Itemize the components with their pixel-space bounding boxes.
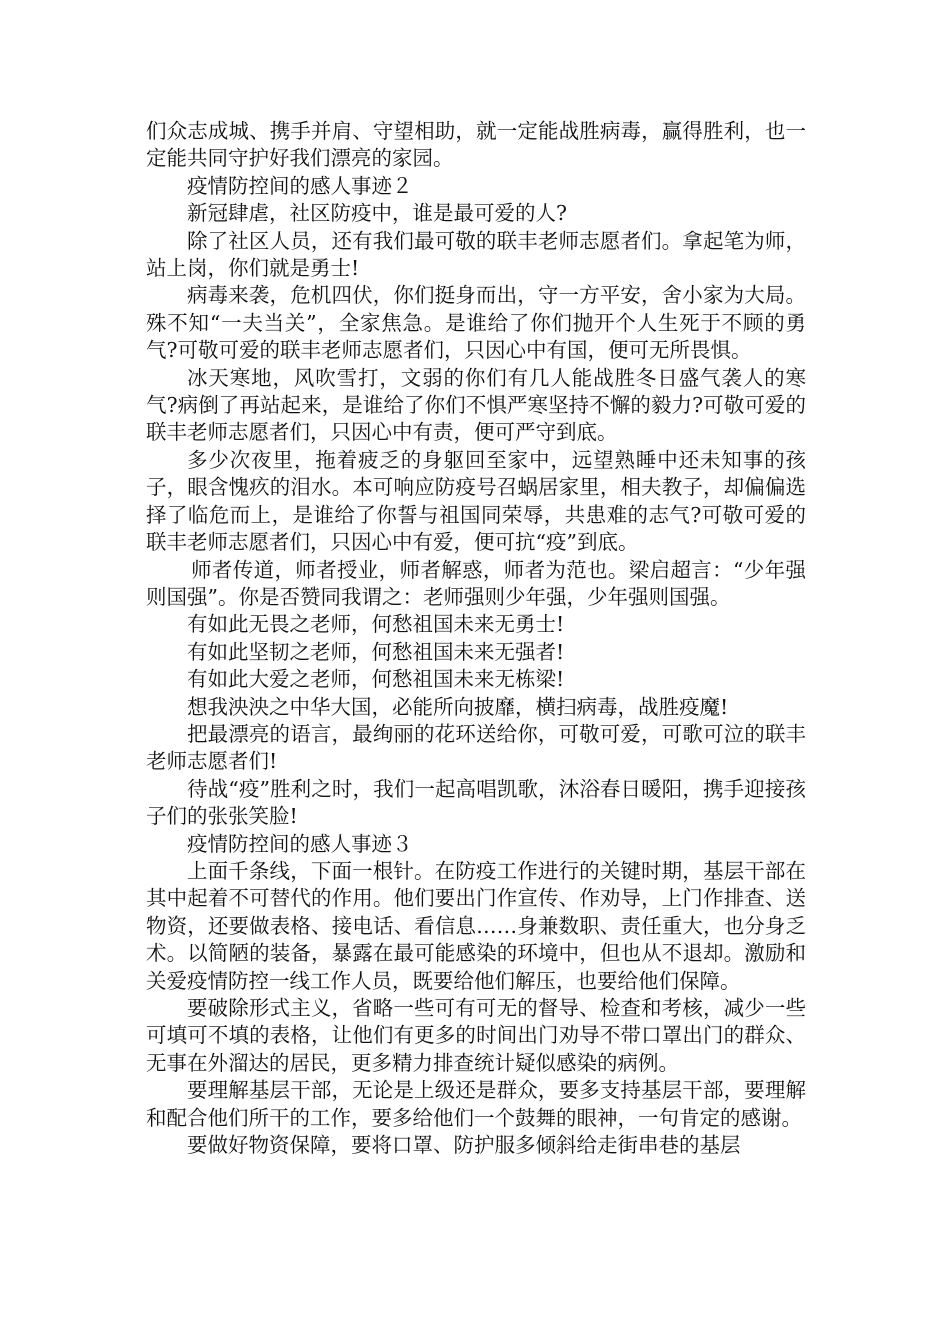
paragraph: 把最漂亮的语言，最绚丽的花环送给你，可敬可爱，可歌可泣的联丰老师志愿者们! [146,721,806,774]
paragraph: 师者传道，师者授业，师者解惑，师者为范也。梁启超言：“少年强则国强”。你是否赞同我谓之：老师强则少年强，少年强则国强。 [146,557,806,609]
paragraph: 多少次夜里，拖着疲乏的身躯回至家中，远望熟睡中还未知事的孩子，眼含愧疚的泪水。本可响应防疫号召蜗居家里，相夫教子，却偏偏选择了临危而上，是谁给了你誓与祖国同荣辱，共患难的志气?可敬可爱的联丰老师志愿者们，只因心中有爱，便可抗“疫”到底。 [146,447,806,555]
paragraph: 有如此大爱之老师，何愁祖国未来无栋梁! [187,667,565,692]
paragraph: 上面千条线，下面一根针。在防疫工作进行的关键时期，基层干部在其中起着不可替代的作用。他们要出门作宣传、作劝导，上门作排查、送物资，还要做表格、接电话、看信息……身兼数职、责任重大，也分身乏术。以简陋的装备，暴露在最可能感染的环境中，但也从不退却。激励和关爱疫情防控一线工作人员，既要给他们解压，也要给他们保障。 [146,858,806,993]
paragraph: 待战“疫”胜利之时，我们一起高唱凯歌，沐浴春日暖阳，携手迎接孩子们的张张笑脸! [146,776,806,829]
section-heading-2: 疫情防控间的感人事迹２ [187,173,413,198]
paragraph: 除了社区人员，还有我们最可敬的联丰老师志愿者们。拿起笔为师，站上岗，你们就是勇士! [146,228,806,281]
body-text [146,118,806,1159]
paragraph: 要理解基层干部，无论是上级还是群众，要多支持基层干部，要理解和配合他们所干的工作，要多给他们一个鼓舞的眼神，一句肯定的感谢。 [146,1078,806,1130]
paragraph: 冰天寒地，风吹雪打，文弱的你们有几人能战胜冬日盛气袭人的寒气?病倒了再站起来，是谁给了你们不惧严寒坚持不懈的毅力?可敬可爱的联丰老师志愿者们，只因心中有责，便可严守到底。 [146,365,806,445]
paragraph: 要破除形式主义，省略一些可有可无的督导、检查和考核，减少一些可填可不填的表格，让他们有更多的时间出门劝导不带口罩出门的群众、无事在外溜达的居民，更多精力排查统计疑似感染的病例。 [146,996,806,1075]
paragraph: 病毒来袭，危机四伏，你们挺身而出，守一方平安，舍小家为大局。殊不知“一夫当关”，全家焦急。是谁给了你们抛开个人生死于不顾的勇气?可敬可爱的联丰老师志愿者们，只因心中有国，便可无所畏惧。 [146,283,806,363]
paragraph: 想我泱泱之中华大国，必能所向披靡，横扫病毒，战胜疫魔! [187,694,729,719]
section-heading-3: 疫情防控间的感人事迹３ [187,831,413,856]
paragraph: 要做好物资保障，要将口罩、防护服多倾斜给走街串巷的基层 [187,1133,741,1158]
paragraph: 新冠肆虐，社区防疫中，谁是最可爱的人? [187,201,567,226]
paragraph: 有如此无畏之老师，何愁祖国未来无勇士! [187,612,565,637]
paragraph: 有如此坚韧之老师，何愁祖国未来无强者! [187,639,565,664]
paragraph-continuation: 们众志成城、携手并肩、守望相助，就一定能战胜病毒，赢得胜利，也一定能共同守护好我们漂亮的家园。 [146,119,806,171]
